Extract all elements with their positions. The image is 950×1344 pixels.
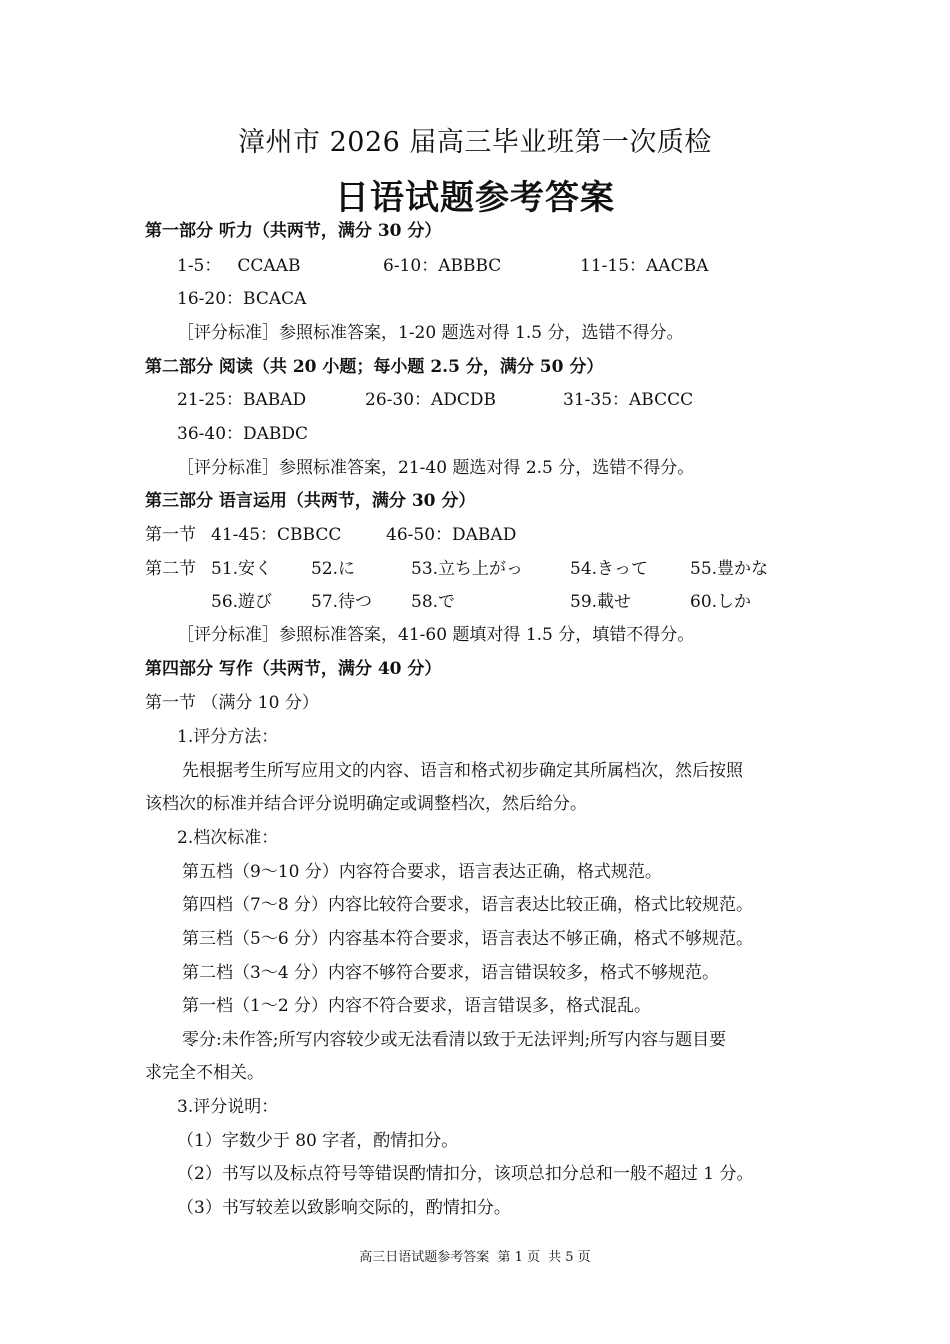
zero-score-text: 零分:未作答;所写内容较少或无法看清以致于无法评判;所写内容与题目要	[182, 1030, 727, 1050]
fill-answer: 56.遊び	[211, 592, 273, 612]
method-text: 该档次的标准并结合评分说明确定或调整档次，然后给分。	[145, 794, 587, 814]
answer-range: 36-40：DABDC	[177, 424, 309, 444]
fill-answer: 53.立ち上がっ	[411, 559, 524, 579]
levels-title: 2.档次标准：	[177, 828, 279, 848]
level-item: 第三档（5～6 分）内容基本符合要求，语言表达不够正确，格式不够规范。	[182, 929, 754, 949]
answer-key-title: 日语试题参考答案	[335, 178, 615, 218]
answer-range: 11-15：AACBA	[580, 256, 709, 276]
part2-criteria: ［评分标准］参照标准答案，21-40 题选对得 2.5 分，选错不得分。	[177, 458, 695, 478]
fill-answer: 58.で	[411, 592, 456, 612]
fill-answer: 60.しか	[690, 592, 752, 612]
footer-total-pages: 共 5 页	[548, 1250, 591, 1265]
answer-range: 26-30：ADCDB	[365, 390, 497, 410]
section1-label: 第一节	[145, 525, 196, 545]
part2-heading: 第二部分 阅读（共 20 小题；每小题 2.5 分，满分 50 分）	[145, 357, 604, 377]
answer-range: 1-5： CCAAB	[177, 256, 301, 276]
part1-heading: 第一部分 听力（共两节，满分 30 分）	[145, 221, 442, 241]
level-item: 第五档（9～10 分）内容符合要求，语言表达正确，格式规范。	[182, 862, 662, 882]
part4-heading: 第四部分 写作（共两节，满分 40 分）	[145, 659, 442, 679]
answer-range: 6-10：ABBBC	[383, 256, 502, 276]
zero-score-text: 求完全不相关。	[145, 1063, 264, 1083]
section2-label: 第二节	[145, 559, 196, 579]
level-item: 第二档（3～4 分）内容不够符合要求，语言错误较多，格式不够规范。	[182, 963, 720, 983]
fill-answer: 55.豊かな	[690, 559, 769, 579]
note-item: （2）书写以及标点符号等错误酌情扣分，该项总扣分总和一般不超过 1 分。	[177, 1164, 754, 1184]
fill-answer: 57.待つ	[311, 592, 373, 612]
note-item: （3）书写较差以致影响交际的，酌情扣分。	[177, 1198, 511, 1218]
method-title: 1.评分方法：	[177, 727, 279, 747]
fill-answer: 51.安く	[211, 559, 273, 579]
answer-range: 21-25：BABAD	[177, 390, 307, 410]
level-item: 第一档（1～2 分）内容不符合要求，语言错误多，格式混乱。	[182, 996, 652, 1016]
part3-heading: 第三部分 语言运用（共两节，满分 30 分）	[145, 491, 476, 511]
part1-criteria: ［评分标准］参照标准答案，1-20 题选对得 1.5 分，选错不得分。	[177, 323, 684, 343]
exam-title: 漳州市 2026 届高三毕业班第一次质检	[238, 127, 712, 158]
footer-page-number: 第 1 页	[497, 1250, 540, 1265]
answer-range: 41-45：CBBCC	[211, 525, 342, 545]
note-item: （1）字数少于 80 字者，酌情扣分。	[177, 1131, 459, 1151]
level-item: 第四档（7～8 分）内容比较符合要求，语言表达比较正确，格式比较规范。	[182, 895, 754, 915]
part4-section1-label: 第一节 （满分 10 分）	[145, 693, 319, 713]
fill-answer: 54.きって	[570, 559, 649, 579]
method-text: 先根据考生所写应用文的内容、语言和格式初步确定其所属档次，然后按照	[182, 761, 743, 781]
fill-answer: 52.に	[311, 559, 356, 579]
notes-title: 3.评分说明：	[177, 1097, 279, 1117]
answer-range: 31-35：ABCCC	[563, 390, 694, 410]
part3-criteria: ［评分标准］参照标准答案，41-60 题填对得 1.5 分，填错不得分。	[177, 625, 695, 645]
answer-range: 46-50：DABAD	[386, 525, 517, 545]
answer-range: 16-20：BCACA	[177, 289, 307, 309]
footer-doc-name: 高三日语试题参考答案	[359, 1250, 490, 1265]
fill-answer: 59.載せ	[570, 592, 632, 612]
page-footer	[0, 1246, 950, 1265]
